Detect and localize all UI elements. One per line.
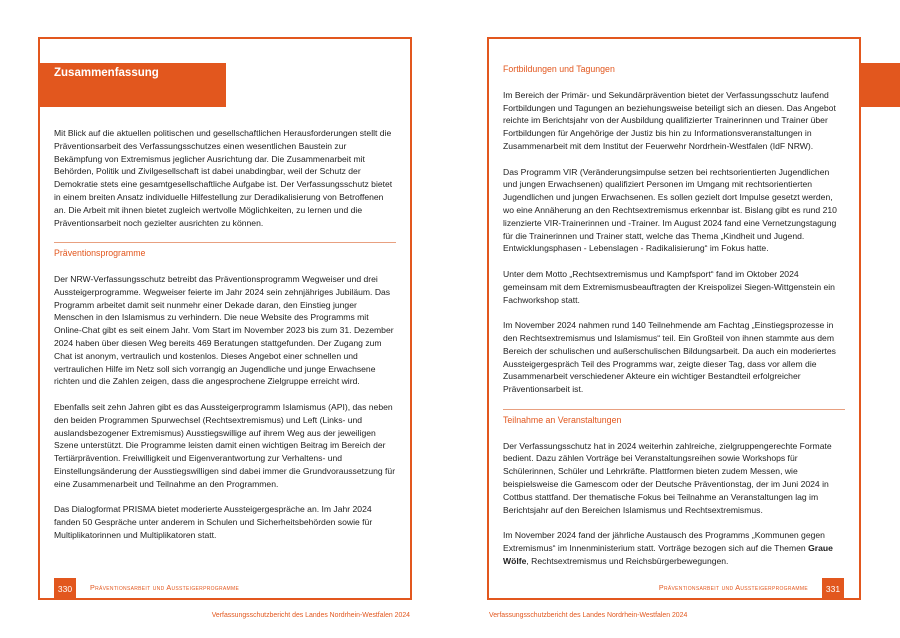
- running-title-right: Präventionsarbeit und Aussteigerprogramme: [658, 583, 808, 592]
- page-number-left: 330: [54, 578, 76, 600]
- paragraph: Im November 2024 nahmen rund 140 Teilnehmende am Fachtag „Einstiegsprozesse in den Rechtsextremismus und Islamismus“ teil. Ein Großteil von ihnen stammte aus dem Bereich der schulischen und außerschulischen Bildungsarbeit. Da auch ein moderiertes Aussteigergespräch Teil des Programms war, zeigte dieser Tag, dass vor allem die Zusammenarbeit verschiedener Akteure ein wichtiger Bestandteil erfolgreicher Präventionsarbeit ist.: [503, 320, 836, 395]
- running-title-left: Präventionsarbeit und Aussteigerprogramme: [90, 583, 240, 592]
- paragraph-text: Im November 2024 fand der jährliche Austausch des Programms „Kommunen gegen Extremismus“ im Innenministerium statt. Vorträge bezogen sich auf die Themen: [503, 530, 825, 553]
- summary-title: Zusammenfassung: [54, 67, 159, 79]
- paragraph-text: , Rechtsextremismus und Reichsbürgerbewegungen.: [526, 555, 729, 566]
- publication-caption-left: Verfassungsschutzbericht des Landes Nordrhein-Westfalen 2024: [211, 612, 410, 619]
- paragraph: Das Programm VIR (Veränderungsimpulse setzen bei rechtsorientierten Jugendlichen und jungen Erwachsenen) qualifiziert Personen im Umgang mit rechtsorientierten Jugendlichen und jungen Erwachsenen. Es sollen gezielt dort Impulse gesetzt werden, wo eine Annäherung an den Rechtsextremismus erkennbar ist. Bislang gibt es rund 210 lizenzierte VIR-Trainerinnen und -Trainer. Im August 2024 fand eine Vernetzungstagung für die Trainerinnen und Trainer statt, welche das Thema „Kindheit und Jugend. Entwicklungsphasen - Lebenslagen - Radikalisierung“ im Fokus hatte.: [503, 166, 837, 254]
- paragraph: [503, 529, 845, 567]
- paragraph: Unter dem Motto „Rechtsextremismus und Kampfsport“ fand im Oktober 2024 gemeinsam mit dem Extremismusbeauftragten der Kreispolizei Siegen-Wittgenstein ein Fachworkshop statt.: [503, 268, 835, 305]
- paragraph: Das Dialogformat PRISMA bietet moderierte Aussteigergespräche an. Im Jahr 2024 fanden 50 Gespräche unter anderem in Schulen und Sicherheitsbehörden sowie für Multiplikatorinnen und Multiplikatoren statt.: [54, 504, 373, 540]
- publication-caption-right: Verfassungsschutzbericht des Landes Nordrhein-Westfalen 2024: [489, 612, 688, 619]
- paragraph: Der NRW-Verfassungsschutz betreibt das Präventionsprogramm Wegweiser und drei Aussteigerprogramme. Wegweiser feierte im Jahr 2024 sein zehnjähriges Jubiläum. Das Programm arbeitet damit seit nunmehr einer Dekade daran, den Einstieg junger Menschen in den Islamismus zu verhindern. Die neue Website des Programms mit Online-Chat gibt es seit einem Jahr. Vom Start im November 2023 bis zum 31. Dezember 2024 haben über diesen Weg bereits 469 Beratungen stattgefunden. Der Zugang zum Chat ist anonym, vertraulich und kostenlos. Dieses Angebot einer schnellen und vertraulichen Hilfe im Netz soll sich vorrangig an Jugendliche und junge Erwachsene richten und die Zahlen zeigen, dass die angesprochene Zielgruppe erreicht wird.: [54, 273, 394, 387]
- bold-term: Graue Wölfe: [503, 542, 833, 566]
- paragraph: Im Bereich der Primär- und Sekundärprävention bietet der Verfassungsschutz laufend Fortbildungen und Tagungen an beziehungsweise beteiligt sich an diesen. Das Angebot reichte im Berichtsjahr von der Ausbildung qualifizierter Trainerinnen und Trainer über Fortbildungen für Angehörige der Justiz bis hin zu Informationsveranstaltungen in Zusammenarbeit mit dem Institut der Feuerwehr Nordrhein-Westfalen (IdF NRW).: [503, 89, 836, 151]
- left-page-column: [54, 127, 396, 542]
- section-heading-praeventionsprogramme: Präventionsprogramme: [54, 242, 396, 260]
- right-edge-tab: [861, 63, 900, 107]
- paragraph: Ebenfalls seit zehn Jahren gibt es das Aussteigerprogramm Islamismus (API), das neben den beiden Programmen Spurwechsel (Rechtsextremismus) und Left (Links- und auslandsbezogener Extremismus) Ausstiegswillige auf ihrem Weg aus der jeweiligen Szene unterstützt. Die Programme leisten damit einen wichtigen Beitrag im Bereich der Tertiärprävention. Freiwilligkeit und Eigenverantwortung zur Verhaltens- und Einstellungsänderung der Ausstiegswilligen sind dabei immer die Grundvoraussetzung für eine Zusammenarbeit und Teilnahme an den Programmen.: [54, 401, 396, 489]
- page-number-right: 331: [822, 578, 844, 600]
- paragraph: Der Verfassungsschutz hat in 2024 weiterhin zahlreiche, zielgruppengerechte Formate bedient. Dazu zählen Vorträge bei Veranstaltungsreihen sowie Workshops für Schülerinnen, Schüler und Lehrkräfte. Plattformen bieten zudem Messen, wie beispielsweise die Gamescom oder der Deutsche Präventionstag, der im Juni 2024 in Cottbus stattfand. Der thematische Fokus bei Teilnahme an Veranstaltungen lag im Berichtsjahr auf den Bereichen Islamismus und Rechtsextremismus.: [503, 440, 832, 515]
- summary-paragraph: Mit Blick auf die aktuellen politischen und gesellschaftlichen Herausforderungen stellt die Präventionsarbeit des Verfassungsschutzes einen wesentlichen Baustein zur Bekämpfung von Extremismus jeglicher Ausrichtung dar. Die Zusammenarbeit mit Behörden, Politik und Zivilgesellschaft ist dabei unabdingbar, weil der Schutz der Demokratie stets eine gesamtgesellschaftliche Aufgabe ist. Der Verfassungsschutz bietet in einem breiten Ansatz individuelle Hilfestellung zur Deradikalisierung von Betroffenen an. Die Arbeit mit ihnen bietet zugleich wertvolle Möglichkeiten, zu lernen und die Präventionsarbeit noch gezielter ausrichten zu können.: [54, 128, 393, 228]
- section-heading-fortbildungen: Fortbildungen und Tagungen: [503, 64, 615, 74]
- section-heading-teilnahme: Teilnahme an Veranstaltungen: [503, 409, 845, 427]
- summary-heading-bar: [38, 63, 226, 107]
- right-page-column: [503, 63, 845, 567]
